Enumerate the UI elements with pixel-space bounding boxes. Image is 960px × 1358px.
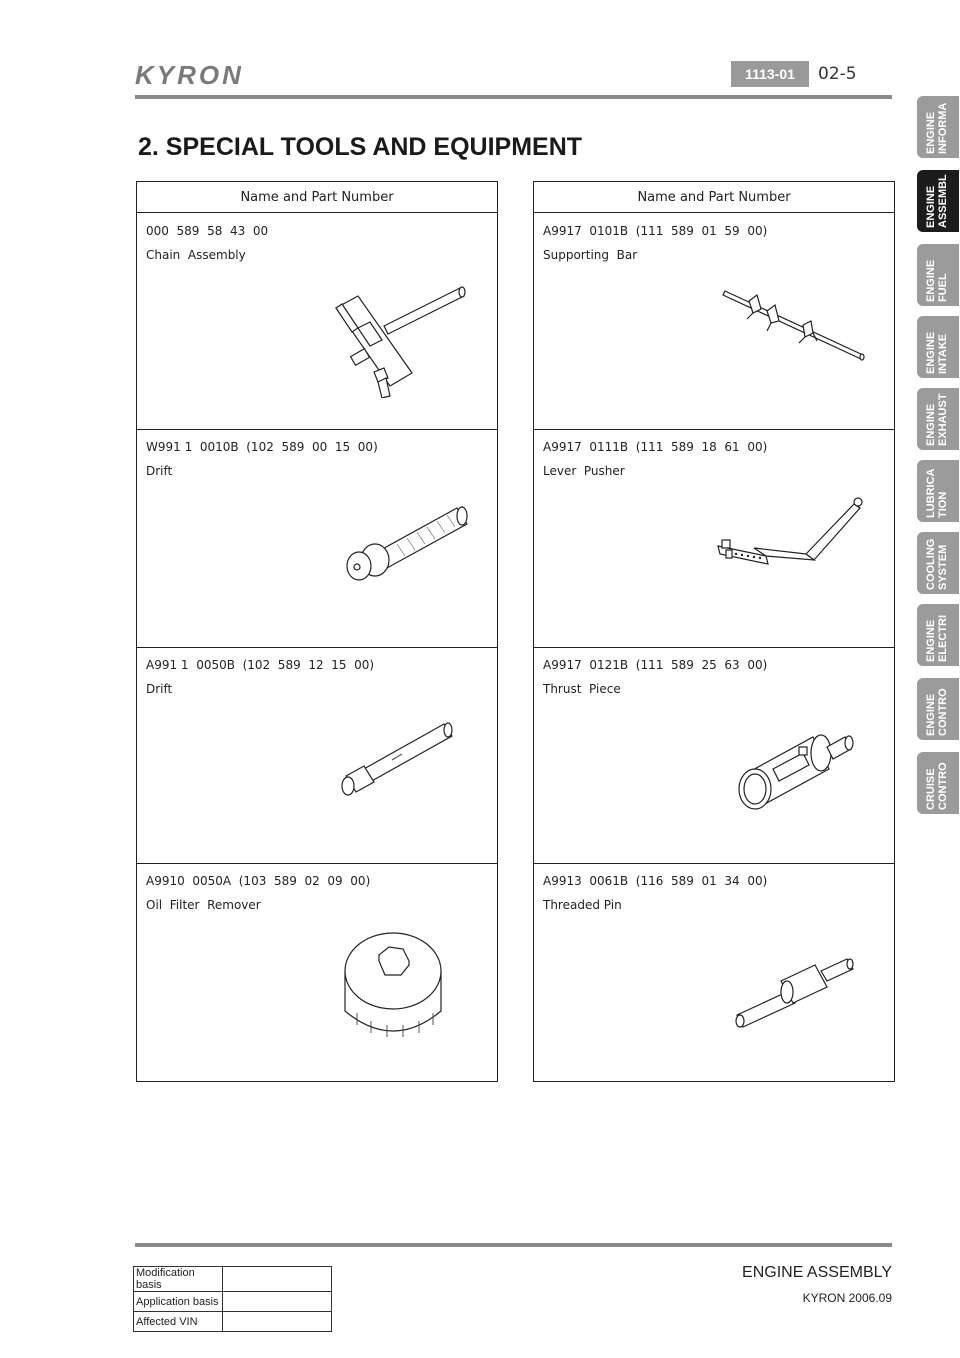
side-tab-engine-assembly[interactable]	[917, 170, 959, 232]
tool-name: Lever Pusher	[543, 464, 625, 478]
drift-pin-tool-icon	[332, 712, 462, 802]
kyron-logo	[135, 62, 285, 88]
chain-assembly-tool-icon	[322, 268, 472, 398]
right-tools-table	[533, 181, 895, 1082]
side-tab-label: ENGINE	[925, 619, 937, 662]
side-tab-lubrication[interactable]	[917, 460, 959, 522]
side-tab-label: COOLING	[925, 538, 937, 590]
table-row	[137, 213, 497, 430]
side-tab-engine-exhaust[interactable]	[917, 388, 959, 450]
revision-value	[223, 1267, 332, 1292]
side-tab-label-line2: SYSTEM	[937, 544, 949, 590]
revision-value	[223, 1312, 332, 1332]
header-rule	[135, 95, 892, 99]
footer-rule	[135, 1243, 892, 1247]
side-tab-label: ENGINE	[925, 403, 937, 446]
svg-text:ENGINEINFORMA	[925, 103, 949, 154]
svg-text:CRUISECONTRO	[925, 762, 949, 810]
side-tab-engine-control[interactable]	[917, 678, 959, 740]
page-number: 02-5	[818, 64, 857, 84]
side-tab-label-line2: CONTRO	[937, 762, 949, 810]
table-row	[134, 1312, 332, 1332]
side-tab-label-line2: CONTRO	[937, 688, 949, 736]
side-tab-label-line2: INFORMA	[937, 102, 949, 154]
part-number: A9913 0061B (116 589 01 34 00)	[543, 874, 768, 888]
side-tab-engine-fuel[interactable]	[917, 244, 959, 306]
tool-name: Thrust Piece	[543, 682, 621, 696]
side-tab-label-line2: TION	[937, 491, 949, 518]
table-row	[534, 863, 894, 1081]
supporting-bar-icon	[719, 281, 869, 371]
side-tab-engine-electrical[interactable]	[917, 604, 959, 666]
lever-pusher-icon	[714, 484, 874, 589]
revision-table	[133, 1266, 332, 1332]
revision-label: Application basis	[134, 1292, 223, 1312]
svg-text:ENGINEINTAKE	[925, 332, 949, 374]
svg-text:ENGINEFUEL	[925, 260, 949, 302]
side-tab-label: CRUISE	[925, 768, 937, 810]
threaded-pin-icon	[729, 941, 869, 1041]
tool-name: Drift	[146, 682, 173, 696]
tool-name: Threaded Pin	[543, 898, 622, 912]
side-tab-label-line2: EXHAUST	[937, 393, 949, 446]
revision-value	[223, 1292, 332, 1312]
section-code-badge: 1113-01	[731, 61, 809, 87]
page-title: 2. SPECIAL TOOLS AND EQUIPMENT	[138, 133, 583, 161]
left-tools-table	[136, 181, 498, 1082]
revision-label: Modification basis	[134, 1267, 223, 1292]
table-row	[534, 213, 894, 430]
table-row	[134, 1267, 332, 1292]
tool-name: Chain Assembly	[146, 248, 246, 262]
side-tab-label: ENGINE	[925, 259, 937, 302]
table-row	[134, 1292, 332, 1312]
side-tab-label: ENGINE	[925, 693, 937, 736]
table-row	[137, 429, 497, 648]
footer-model: KYRON 2006.09	[802, 1291, 892, 1305]
side-tab-engine-information[interactable]	[917, 96, 959, 158]
part-number: A9917 0101B (111 589 01 59 00)	[543, 224, 768, 238]
svg-text:COOLINGSYSTEM	[925, 539, 949, 590]
table-header: Name and Part Number	[534, 182, 894, 213]
side-tab-cooling-system[interactable]	[917, 532, 959, 594]
tool-name: Oil Filter Remover	[146, 898, 261, 912]
svg-text:ENGINEEXHAUST	[925, 393, 949, 446]
table-row	[137, 863, 497, 1081]
side-tab-label-line2: INTAKE	[937, 333, 949, 374]
side-tab-cruise-control[interactable]	[917, 752, 959, 814]
part-number: A9917 0121B (111 589 25 63 00)	[543, 658, 768, 672]
part-number: A9917 0111B (111 589 18 61 00)	[543, 440, 768, 454]
table-row	[534, 429, 894, 648]
svg-text:ENGINEELECTRI	[925, 615, 949, 662]
side-tab-label: ENGINE	[925, 111, 937, 154]
kyron-logo-text: KYRON	[135, 62, 244, 88]
oil-filter-remover-icon	[337, 921, 457, 1046]
tool-name: Drift	[146, 464, 173, 478]
footer-section-title: ENGINE ASSEMBLY	[742, 1264, 892, 1281]
table-row	[534, 647, 894, 864]
svg-text:LUBRICATION	[925, 468, 949, 518]
drift-tool-icon	[337, 494, 477, 584]
side-tab-label-line2: ASSEMBL	[937, 174, 949, 228]
side-tab-label: LUBRICA	[925, 468, 937, 518]
part-number: A9910 0050A (103 589 02 09 00)	[146, 874, 371, 888]
svg-text:ENGINEASSEMBL	[925, 174, 949, 228]
tool-name: Supporting Bar	[543, 248, 638, 262]
side-tab-label-line2: FUEL	[937, 273, 949, 302]
svg-text:ENGINECONTRO	[925, 688, 949, 736]
thrust-piece-icon	[729, 707, 869, 817]
table-header: Name and Part Number	[137, 182, 497, 213]
part-number: A991 1 0050B (102 589 12 15 00)	[146, 658, 375, 672]
side-tab-label-line2: ELECTRI	[937, 614, 949, 662]
table-row	[137, 647, 497, 864]
revision-label: Affected VIN	[134, 1312, 223, 1332]
part-number: W991 1 0010B (102 589 00 15 00)	[146, 440, 378, 454]
side-tab-engine-intake[interactable]	[917, 316, 959, 378]
side-tab-label: ENGINE	[925, 185, 937, 228]
part-number: 000 589 58 43 00	[146, 224, 269, 238]
side-tab-label: ENGINE	[925, 331, 937, 374]
